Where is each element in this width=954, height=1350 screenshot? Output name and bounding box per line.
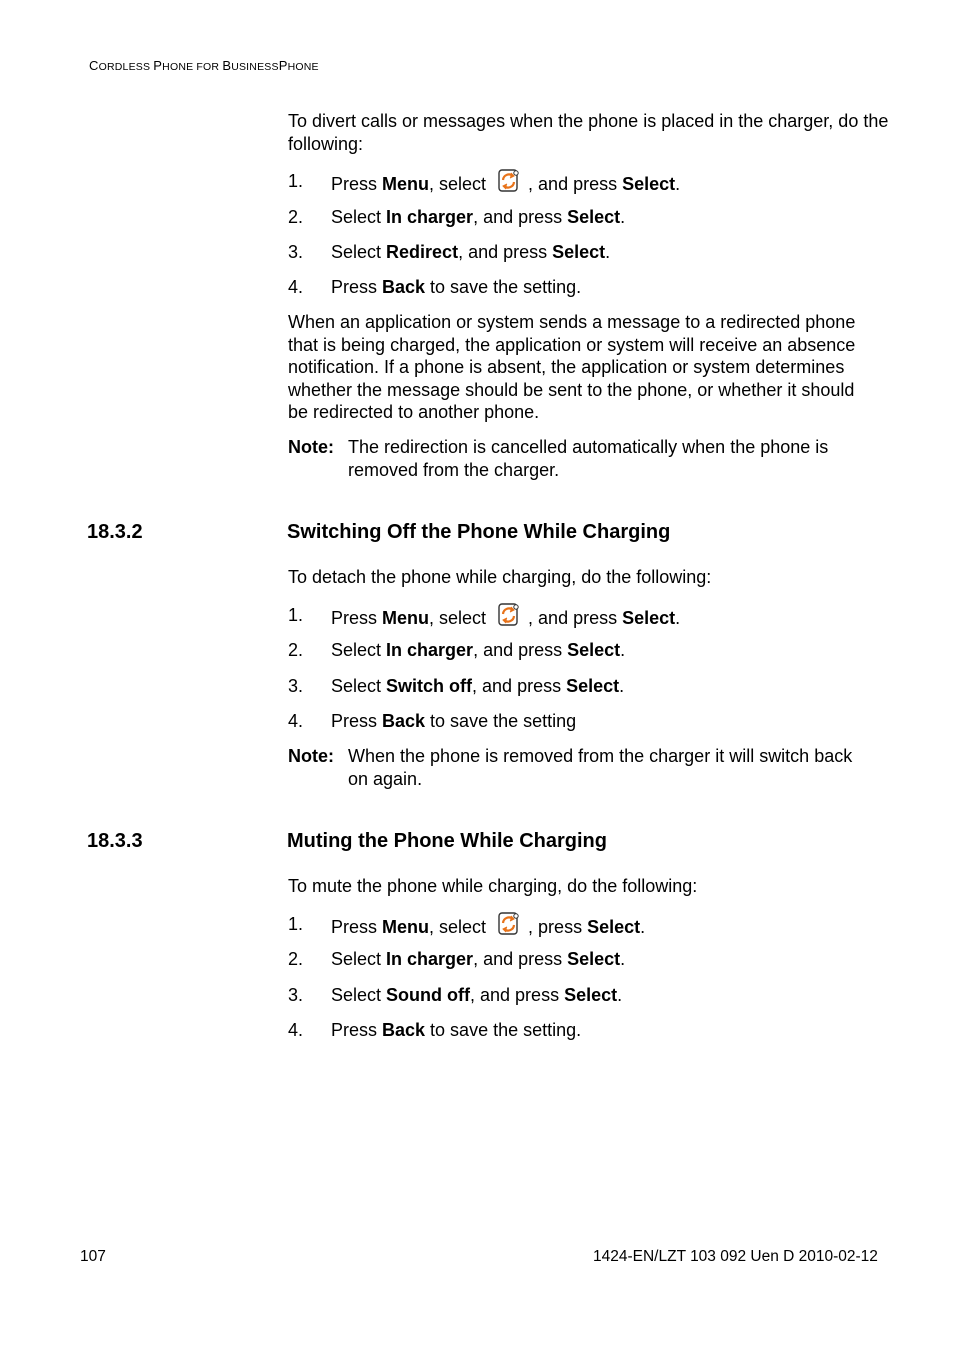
step-text-fragment: , select [429,608,487,628]
step-text-fragment: , and press [528,608,623,628]
step-text-fragment: Press [331,174,383,194]
step-number: 1. [288,171,304,191]
step-text [331,204,625,230]
step-number: 4. [288,711,304,731]
ui-term: Select [622,174,676,194]
step-text-fragment: Select [331,207,387,227]
section-title: Muting the Phone While Charging [287,830,607,852]
list-item [288,673,892,699]
step-number: 4. [288,277,304,297]
ui-term: In charger [386,207,474,227]
step-text-fragment: to save the setting. [425,277,582,297]
step-text-fragment: to save the setting. [425,1020,582,1040]
step-text-fragment: , select [429,174,487,194]
step-number: 2. [288,207,304,227]
step-text [331,602,680,631]
step-text [331,1017,581,1043]
step-text [331,946,625,972]
step-text-fragment: Select [331,242,387,262]
list-item [288,946,892,972]
step-text [331,239,610,265]
note-line: on again. [348,768,423,789]
step-text-fragment: Press [331,711,383,731]
step-text-fragment: Select [331,949,387,969]
step-text [331,911,645,940]
step-number: 1. [288,605,304,625]
note-line: removed from the charger. [348,459,560,480]
step-text [331,168,680,197]
ui-term: Menu [382,174,430,194]
step-number: 1. [288,914,304,934]
step-text-fragment: Press [331,1020,383,1040]
step-text-fragment: . [620,949,626,969]
ui-term: Back [382,711,426,731]
absence-paragraph [288,311,892,424]
step-text-fragment: Select [331,640,387,660]
list-item [288,911,892,937]
step-text-fragment: Select [331,676,387,696]
ui-term: Select [587,917,641,937]
step-text-fragment: . [675,608,681,628]
step-text-fragment: . [617,985,623,1005]
section-intro [288,875,892,898]
ui-term: In charger [386,949,474,969]
section-number: 18.3.3 [87,830,143,852]
step-text-fragment: , and press [458,242,553,262]
step-text-fragment: to save the setting [425,711,577,731]
note-label: Note: [288,437,334,457]
step-text-fragment: , and press [473,949,568,969]
step-text-fragment: , and press [472,676,567,696]
list-item [288,168,892,194]
step-text-fragment: . [620,640,626,660]
step-text [331,637,625,663]
document-id: 1424-EN/LZT 103 092 Uen D 2010-02-12 [593,1248,878,1265]
step-number: 3. [288,676,304,696]
ui-term: Select [622,608,676,628]
step-text-fragment: . [619,676,625,696]
absence-paragraph-line: be redirected to another phone. [288,402,540,422]
intro-paragraph-text: To divert calls or messages when the phone is placed in the charger, do the following: [288,111,889,154]
section-intro [288,566,892,589]
ui-term: Switch off [386,676,473,696]
step-number: 3. [288,242,304,262]
ui-term: Select [567,207,621,227]
note-line: When the phone is removed from the charger it will switch back [348,746,853,766]
ui-term: Menu [382,917,430,937]
step-text-fragment: , press [528,917,588,937]
section-intro-text: To detach the phone while charging, do the following: [288,567,712,587]
step-text-fragment: . [620,207,626,227]
step-text-fragment: Press [331,277,383,297]
step-number: 2. [288,949,304,969]
page-number: 107 [80,1248,106,1265]
section-number: 18.3.2 [87,521,143,543]
absence-paragraph-line: When an application or system sends a message to a redirected phone [288,312,856,332]
step-text [331,673,624,699]
step-text-fragment: , and press [528,174,623,194]
ui-term: Back [382,1020,426,1040]
ui-term: Select [567,640,621,660]
step-text-fragment: , and press [470,985,565,1005]
list-item [288,274,892,300]
intro-paragraph [288,110,892,155]
step-text-fragment: Press [331,917,383,937]
step-text-fragment: , select [429,917,487,937]
step-text-fragment: . [640,917,646,937]
note-redirection [288,436,892,481]
step-number: 3. [288,985,304,1005]
settings-refresh-icon [496,911,522,937]
list-item [288,239,892,265]
absence-paragraph-line: whether the message should be sent to the phone, or whether it should [288,379,855,400]
step-number: 2. [288,640,304,660]
list-item [288,602,892,628]
ui-term: Sound off [386,985,471,1005]
ui-term: Back [382,277,426,297]
step-text-fragment: . [675,174,681,194]
step-number: 4. [288,1020,304,1040]
list-item [288,637,892,663]
list-item [288,708,892,734]
step-text [331,274,581,300]
list-item [288,1017,892,1043]
running-header: CORDLESS PHONE FOR BUSINESSPHONE [89,58,319,73]
ui-term: Select [567,949,621,969]
ui-term: Select [566,676,620,696]
settings-refresh-icon [496,168,522,194]
absence-paragraph-line: notification. If a phone is absent, the application or system determines [288,357,845,377]
ui-term: Select [552,242,606,262]
note-switch-back [288,745,892,790]
step-text-fragment: Select [331,985,387,1005]
absence-paragraph-line: that is being charged, the application or system will receive an absence [288,334,856,355]
section-intro-text: To mute the phone while charging, do the following: [288,876,698,896]
ui-term: Redirect [386,242,459,262]
step-text-fragment: , and press [473,640,568,660]
ui-term: In charger [386,640,474,660]
step-text-fragment: Press [331,608,383,628]
ui-term: Select [564,985,618,1005]
step-text [331,708,576,734]
section-title: Switching Off the Phone While Charging [287,521,671,543]
list-item [288,204,892,230]
step-text-fragment: . [605,242,611,262]
step-text-fragment: , and press [473,207,568,227]
list-item [288,982,892,1008]
step-text [331,982,622,1008]
note-line: The redirection is cancelled automatically when the phone is [348,437,829,457]
ui-term: Menu [382,608,430,628]
note-label: Note: [288,746,334,766]
settings-refresh-icon [496,602,522,628]
